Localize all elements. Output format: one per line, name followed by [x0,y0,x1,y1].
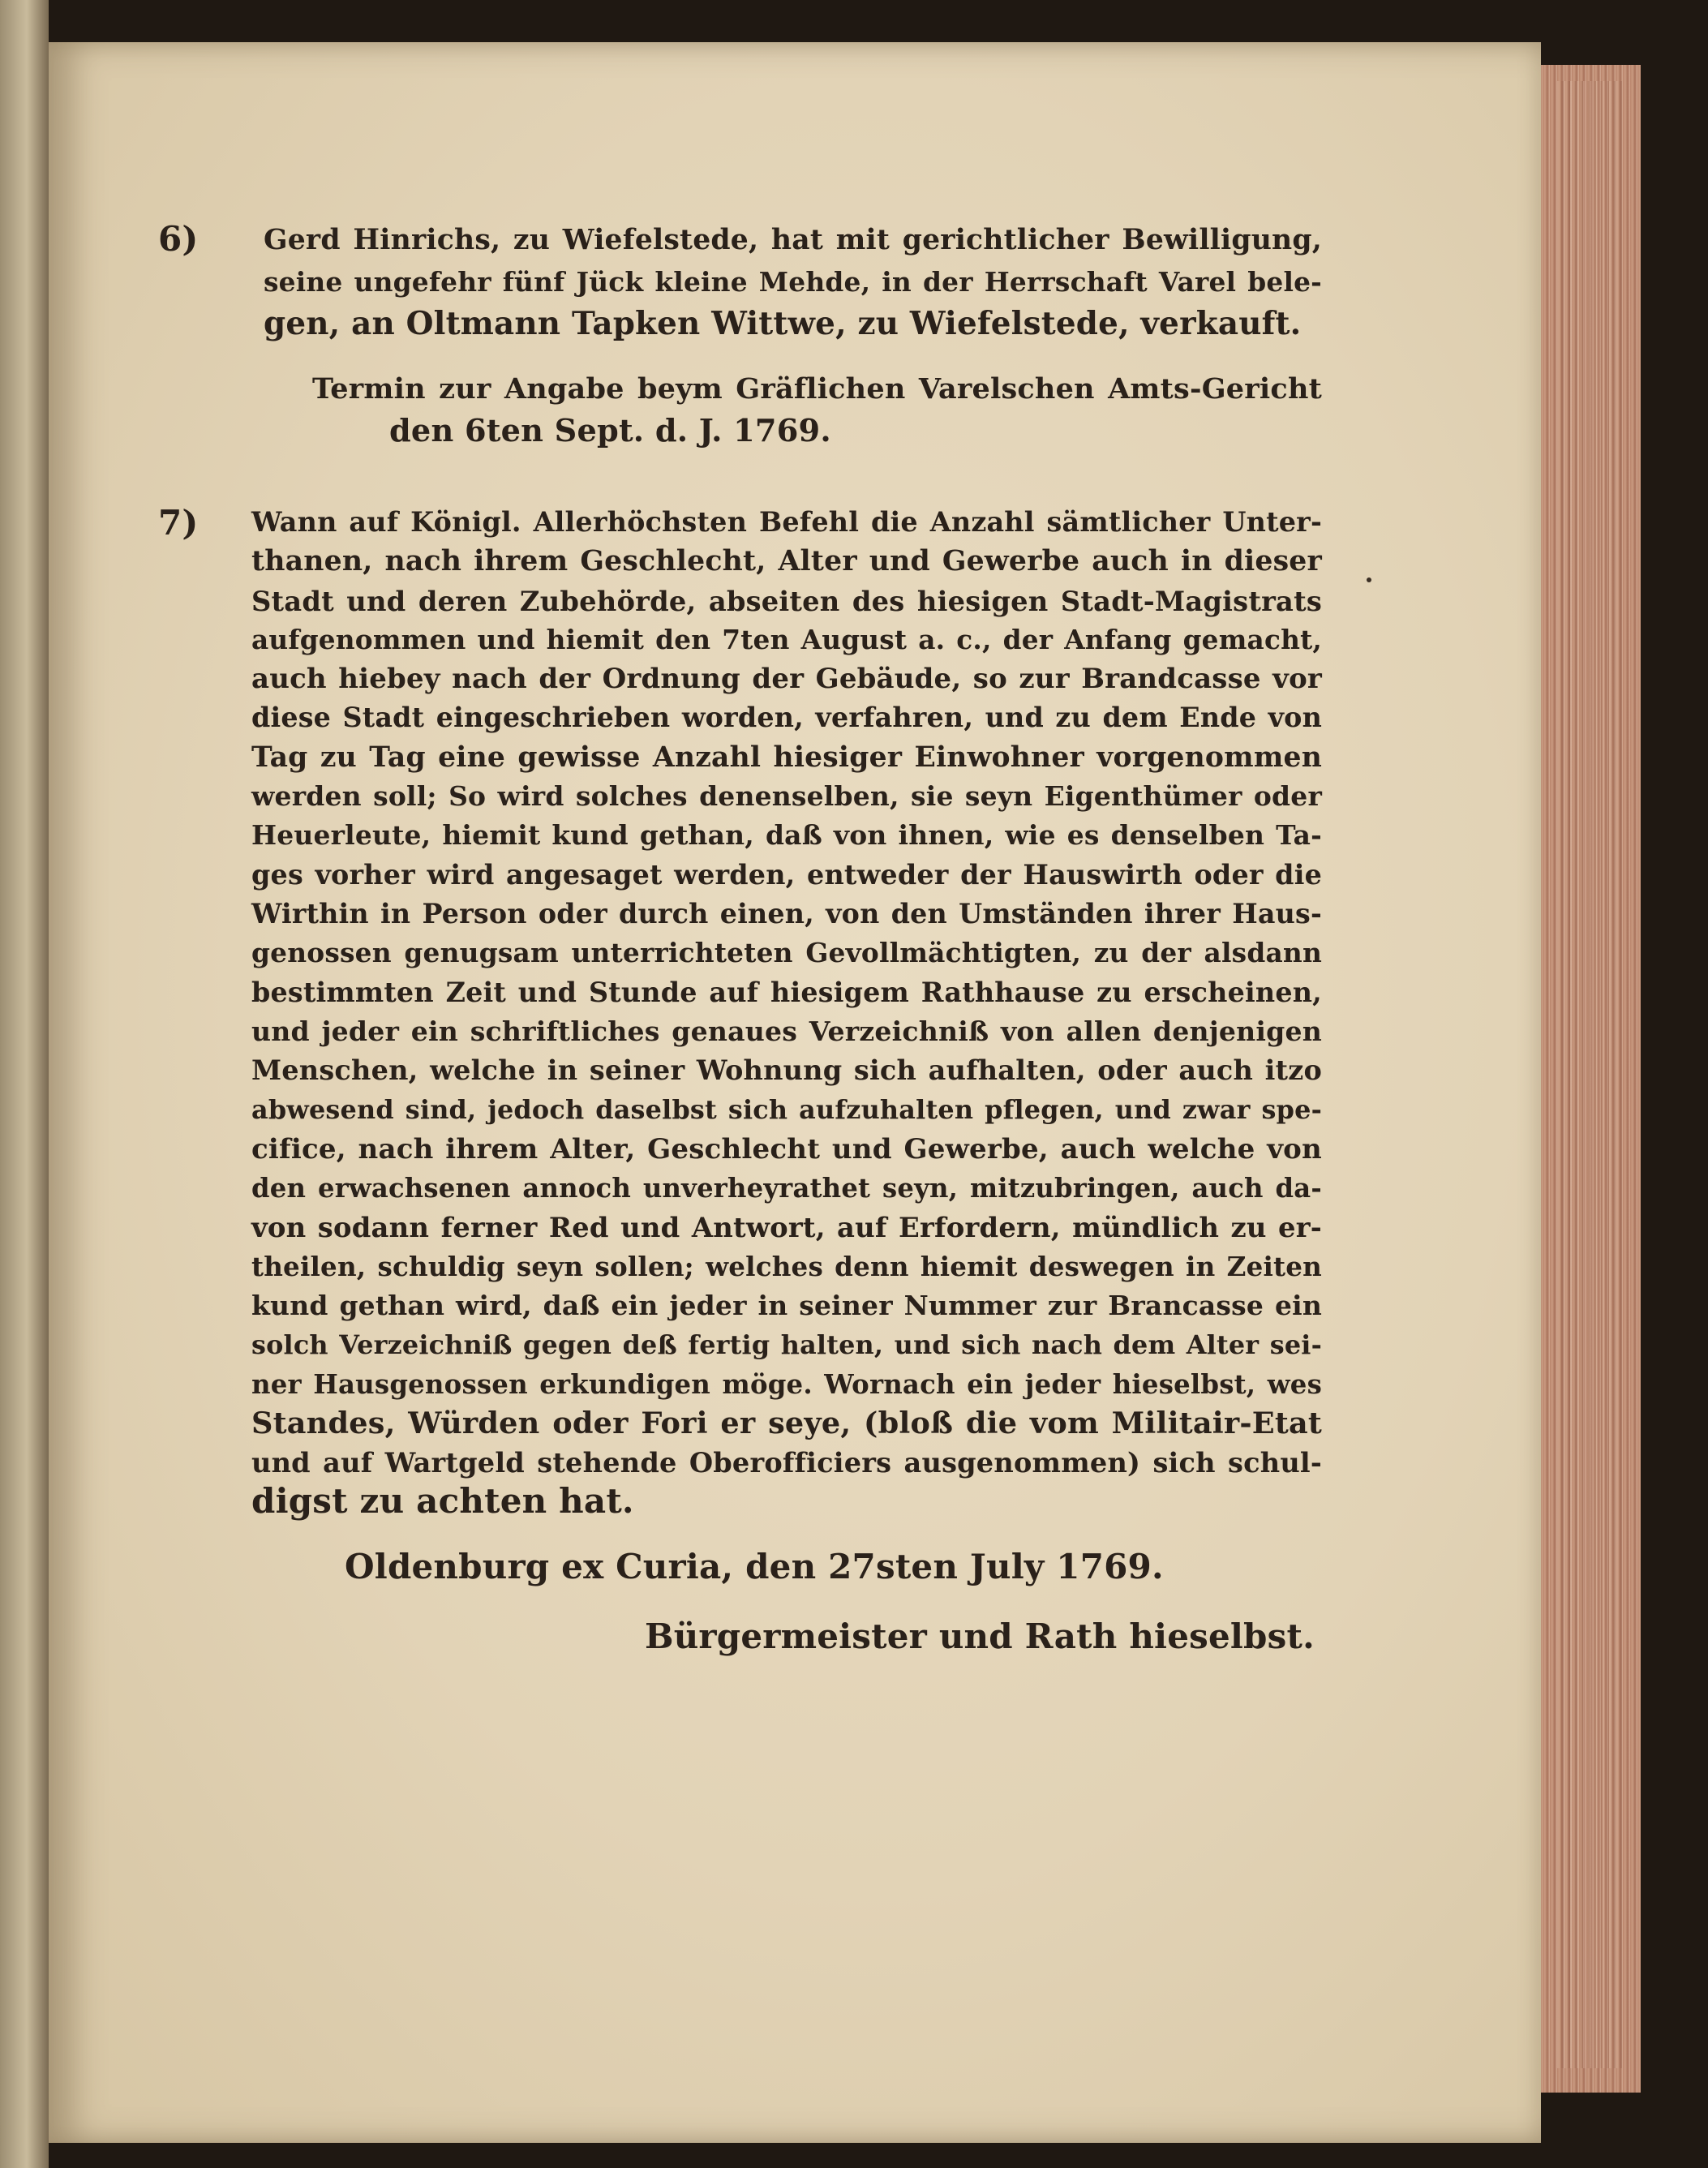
text-line: cifice, nach ihrem Alter, Geschlecht und Gewerbe, auch welche von [251,1132,1322,1166]
text-line: werden soll; So wird solches denenselben, sie seyn Eigenthümer oder [251,780,1322,813]
text-line: den 6ten Sept. d. J. 1769. [389,413,831,449]
signature-line: Bürgermeister und Rath hieselbst. [645,1616,1315,1656]
text-line: Wann auf Königl. Allerhöchsten Befehl die Anzahl sämtlicher Unter- [251,506,1322,538]
text-line: thanen, nach ihrem Geschlecht, Alter und Gewerbe auch in dieser [251,544,1322,578]
place-date-line: Oldenburg ex Curia, den 27sten July 1769. [345,1546,1164,1586]
text-line: gen, an Oltmann Tapken Wittwe, zu Wiefelstede, verkauft. [264,306,1302,342]
text-line: solch Verzeichniß gegen deß fertig halten, und sich nach dem Alter sei- [251,1329,1322,1361]
text-line: Gerd Hinrichs, zu Wiefelstede, hat mit gerichtlicher Bewilligung, [264,224,1322,256]
text-line: und auf Wartgeld stehende Oberofficiers ausgenommen) sich schul- [251,1446,1322,1479]
text-line: Menschen, welche in seiner Wohnung sich aufhalten, oder auch itzo [251,1054,1322,1087]
text-line: aufgenommen und hiemit den 7ten August a. c., der Anfang gemacht, [251,623,1322,655]
entry-7 [158,503,1330,1659]
text-line: und jeder ein schriftliches genaues Verzeichniß von allen denjenigen [251,1015,1322,1047]
entry-6 [158,219,1330,453]
entry-number: 7) [158,503,199,543]
text-line: diese Stadt eingeschrieben worden, verfahren, und zu dem Ende von [251,702,1322,734]
text-line: von sodann ferner Red und Antwort, auf Erfordern, mündlich zu er- [251,1211,1322,1244]
text-line: Termin zur Angabe beym Gräflichen Varelschen Amts-Gericht [312,372,1322,406]
entry-body [251,503,1322,1522]
ink-speck [1367,577,1371,582]
text-line: kund gethan wird, daß ein jeder in seiner Nummer zur Brancasse ein [251,1289,1322,1321]
text-line: abwesend sind, jedoch daselbst sich aufzuhalten pflegen, und zwar spe- [251,1094,1322,1126]
page-stack-texture [1557,81,1622,2068]
entry-number: 6) [158,219,199,259]
facing-page-edge [0,0,49,2168]
entry-body [264,219,1322,346]
text-line: Heuerleute, hiemit kund gethan, daß von ihnen, wie es denselben Ta- [251,819,1322,852]
text-line: den erwachsenen annoch unverheyrathet seyn, mitzubringen, auch da- [251,1173,1322,1204]
text-line: genossen genugsam unterrichteten Gevollmächtigten, zu der alsdann [251,937,1322,969]
text-line: digst zu achten hat. [251,1481,634,1522]
text-line: Stadt und deren Zubehörde, abseiten des hiesigen Stadt-Magistrats [251,584,1322,617]
text-line: auch hiebey nach der Ordnung der Gebäude, so zur Brandcasse vor [251,663,1322,696]
text-line: ner Hausgenossen erkundigen möge. Wornach ein jeder hieselbst, wes [251,1368,1322,1400]
text-line: seine ungefehr fünf Jück kleine Mehde, in der Herrschaft Varel bele- [264,266,1322,298]
page-text [158,219,1330,1659]
text-line: Tag zu Tag eine gewisse Anzahl hiesiger Einwohner vorgenommen [251,741,1322,774]
text-line: bestimmten Zeit und Stunde auf hiesigem Rathhause zu erscheinen, [251,976,1322,1008]
text-line: Standes, Würden oder Fori er seye, (bloß die vom Militair-Etat [251,1405,1322,1440]
text-line: Wirthin in Person oder durch einen, von den Umständen ihrer Haus- [251,897,1322,929]
text-line: theilen, schuldig seyn sollen; welches denn hiemit deswegen in Zeiten [251,1250,1322,1282]
text-line: ges vorher wird angesaget werden, entweder der Hauswirth oder die [251,858,1322,891]
termin-note [312,368,1322,453]
